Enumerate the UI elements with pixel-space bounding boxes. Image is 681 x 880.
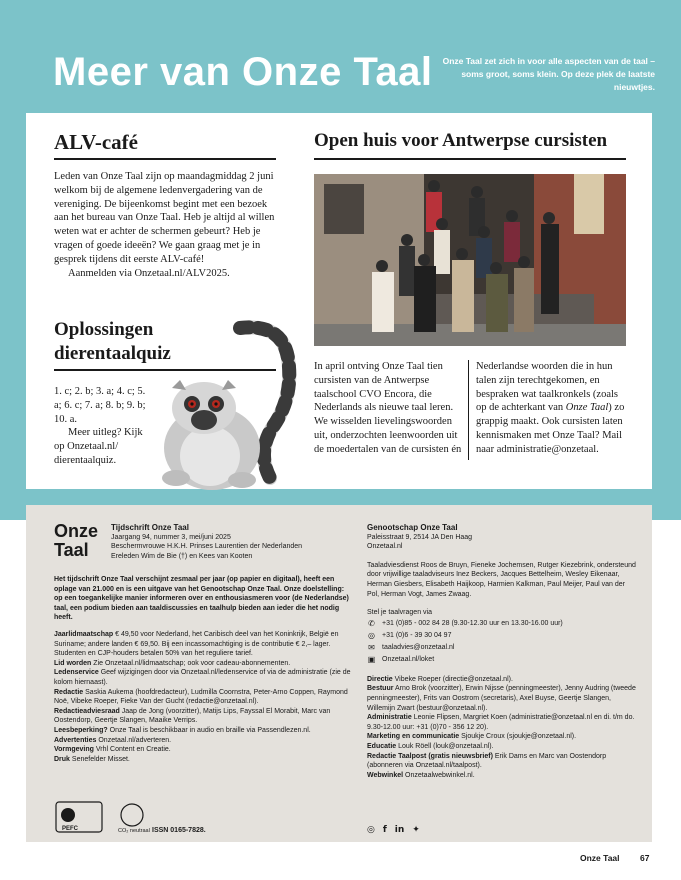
- colophon-item: Druk Senefelder Misset.: [54, 755, 130, 763]
- quiz-more: Meer uitleg? Kijk op Onzetaal.nl/ dierentaalquiz.: [54, 427, 143, 466]
- contact-loket: ▣ Onzetaal.nl/loket: [367, 655, 435, 665]
- staff-item: Marketing en communicatie Sjoukje Croux (sjoukje@onzetaal.nl).: [367, 733, 577, 741]
- contact-phone: ✆ +31 (0)85 - 002 84 28 (9.30-12.30 uur en 13.30-16.00 uur): [368, 619, 563, 629]
- co2-neutral-icon: [121, 804, 143, 826]
- linkedin-icon[interactable]: in: [394, 825, 405, 835]
- mail-icon: ✉: [368, 643, 375, 653]
- pefc-seal-text: PEFC: [62, 826, 79, 832]
- openhuis-col2-text-a: Nederlandse woorden die in hun talen zijn terechtgekomen, en bespraken wat taalkronkels (zoals op de achterkant van: [476, 361, 618, 414]
- logo-line1: Onze: [54, 521, 99, 541]
- quiz-answers: 1. c; 2. b; 3. a; 4. c; 5. a; 6. c; 7. a; 8. b; 9. b; 10. a.: [54, 386, 146, 425]
- onze-taal-logo: [54, 522, 106, 570]
- web-icon: ▣: [367, 655, 376, 665]
- logo-line2: Taal: [54, 540, 89, 560]
- tagline: Onze Taal zet zich in voor alle aspecten van de taal – soms groot, soms klein. Op deze plek de laatste nieuwtjes.: [442, 56, 655, 92]
- magazine-issue: Jaargang 94, nummer 3, mei/juni 2025: [111, 533, 231, 541]
- instagram-icon[interactable]: ◎: [367, 825, 375, 835]
- taaladviesdienst: Taaladviesdienst Roos de Bruyn, Fieneke Jochemsen, Rutger Kiezebrink, ondersteund door vrijwillige taaladviseurs Inez Beckers, Jacques Bettelheim, Wesley Eikenaar, Herman Giesbers, Elisabeth Haijkoop, Harmien Kalkman, Paul Meijer, Paul van der Pol, Herman Vogt, James Zwaag.: [367, 561, 636, 598]
- column-divider: [468, 360, 469, 460]
- facebook-icon[interactable]: f: [382, 825, 387, 835]
- staff-item: Redactie Taalpost (gratis nieuwsbrief) Erik Dams en Marc van Oostendorp (abonneren via Onzetaal.nl/taalpost).: [367, 752, 607, 770]
- openhuis-col2-emphasis: Onze Taal: [565, 402, 609, 414]
- openhuis-col2-text-b: ) zo grappig maakt. Ook cursisten laten kennismaken met Onze Taal? Mail naar administratie@onzetaal.: [476, 402, 625, 455]
- colophon-item: Advertenties Onzetaal.nl/adverteren.: [54, 736, 172, 744]
- magazine-header: [111, 523, 361, 561]
- colophon-item: Redactieadviesraad Jaap de Jong (voorzitter), Matijs Lips, Fayssal El Morabit, Marc van Oostendorp, Geertje Slangen, Maaike Verrips.: [54, 707, 331, 725]
- staff-item: Educatie Louk Röell (louk@onzetaal.nl).: [367, 742, 494, 750]
- phone-icon: ✆: [368, 619, 375, 629]
- quiz-title: Oplossingen dierentaalquiz: [54, 319, 171, 364]
- alv-signup: Aanmelden via Onzetaal.nl/ALV2025.: [68, 267, 230, 279]
- contact-email: ✉ taaladvies@onzetaal.nl: [368, 643, 455, 653]
- page-title: Meer van Onze Taal: [53, 50, 433, 94]
- openhuis-col1: In april ontving Onze Taal tien cursisten van de Antwerpse taalschool CVO Encora, die Nederlands als nieuwe taal leren. We wisselden lievelingswoorden uit, onderzochten leenwoorden uit de moedertalen van de cursisten én: [314, 361, 462, 455]
- ask-language-questions: Stel je taalvragen via: [367, 609, 432, 617]
- staff-item: Webwinkel Onzetaalwebwinkel.nl.: [367, 771, 475, 779]
- colophon-item: Lid worden Zie Onzetaal.nl/lidmaatschap; ook voor cadeau-abonnementen.: [54, 659, 291, 667]
- openhuis-col2: [476, 360, 626, 457]
- social-links: [367, 825, 420, 835]
- colophon-left-list: [54, 630, 354, 764]
- quiz-body: [54, 385, 154, 468]
- staff-item: Directie Vibeke Roeper (directie@onzetaal.nl).: [367, 675, 513, 683]
- openhuis-rule: [314, 158, 626, 160]
- colophon-intro: Het tijdschrift Onze Taal verschijnt zesmaal per jaar (op papier en digitaal), heeft een oplage van 21.000 en is een uitgave van het Genootschap Onze Taal. Onze doelstelling: op een toegankelijke manier informeren over en enthousiasmeren voor (de Nederlandse) taal, een podium bieden aan taaldiscussies en taalhulp bieden aan ieder die het nodig heeft.: [54, 576, 349, 622]
- page-number: 67: [640, 853, 650, 863]
- alv-body: [54, 170, 276, 280]
- magazine-patron: Beschermvrouwe H.K.H. Prinses Laurentien der Nederlanden: [111, 543, 303, 551]
- alv-title: ALV-café: [54, 130, 138, 154]
- certification-seals: [54, 800, 154, 834]
- colophon-item: Redactie Saskia Aukema (hoofdredacteur), Ludmilla Coornstra, Peter-Arno Coppen, Raymond Noë, Vibeke Roeper, Fieke Van der Gucht (redactie@onzetaal.nl).: [54, 688, 348, 706]
- alv-rule: [54, 158, 276, 160]
- genootschap-address: Paleisstraat 9, 2514 JA Den Haag: [367, 533, 473, 541]
- staff-item: Bestuur Arno Brok (voorzitter), Erwin Nijsse (penningmeester), Jenny Audring (tweede penningmeester), Frits van Oostrom (secretaris), Axel Buyse, Geertje Slangen, Willemijn Zwart (bestuur@onzetaal.nl).: [367, 685, 636, 712]
- genootschap-website: Onzetaal.nl: [367, 543, 403, 551]
- colophon-item: Leesbeperking? Onze Taal is beschikbaar in audio en braille via Passendlezen.nl.: [54, 726, 311, 734]
- magazine-honorary: Ereleden Wim de Bie (†) en Kees van Kooten: [111, 552, 253, 560]
- magazine-title: Tijdschrift Onze Taal: [111, 523, 189, 532]
- co2-seal-text: CO₂ neutraal: [118, 828, 150, 834]
- footer-magazine-name: Onze Taal: [580, 853, 620, 863]
- colophon-item: Jaarlidmaatschap € 49,50 voor Nederland, het Caribisch deel van het Koninkrijk, België en Suriname; andere landen € 69,50. Bij een incassomachtiging is de contributie € 2,– lager. Studenten en CJP-houders betalen 50% van het reguliere tarief.: [54, 631, 339, 658]
- contact-whatsapp: ◎ +31 (0)6 - 39 30 04 97: [368, 631, 452, 641]
- bluesky-icon[interactable]: ✦: [412, 825, 420, 835]
- staff-list: [367, 675, 637, 781]
- colophon-item: Vormgeving Vrhl Content en Creatie.: [54, 746, 171, 754]
- openhuis-title: Open huis voor Antwerpse cursisten: [314, 130, 608, 151]
- lemur-illustration: [152, 318, 300, 493]
- colophon-right-column: [367, 523, 637, 780]
- genootschap-title: Genootschap Onze Taal: [367, 523, 458, 532]
- alv-text: Leden van Onze Taal zijn op maandagmiddag 2 juni welkom bij de algemene ledenvergadering van de vereniging. De bijeenkomst begint met een bezoek aan het bureau van Onze Taal. Heb je altijd al willen weten wat er achter de schermen gebeurt? Heb je vragen of goede ideeën? We gaan graag met je in gesprek tijdens dit eerste ALV-café!: [54, 171, 275, 265]
- colophon-item: Ledenservice Geef wijzigingen door via Onzetaal.nl/ledenservice of via de administratie (zie de kolom hiernaast).: [54, 669, 351, 686]
- staff-item: Administratie Leonie Flipsen, Margriet Koen (administratie@onzetaal.nl en di. t/m do. 9.30-12.00 uur: +31 (0)70 - 356 12 20).: [367, 714, 635, 731]
- group-photo: [314, 174, 626, 346]
- whatsapp-icon: ◎: [368, 631, 375, 641]
- issn: ISSN 0165-7828.: [152, 827, 206, 834]
